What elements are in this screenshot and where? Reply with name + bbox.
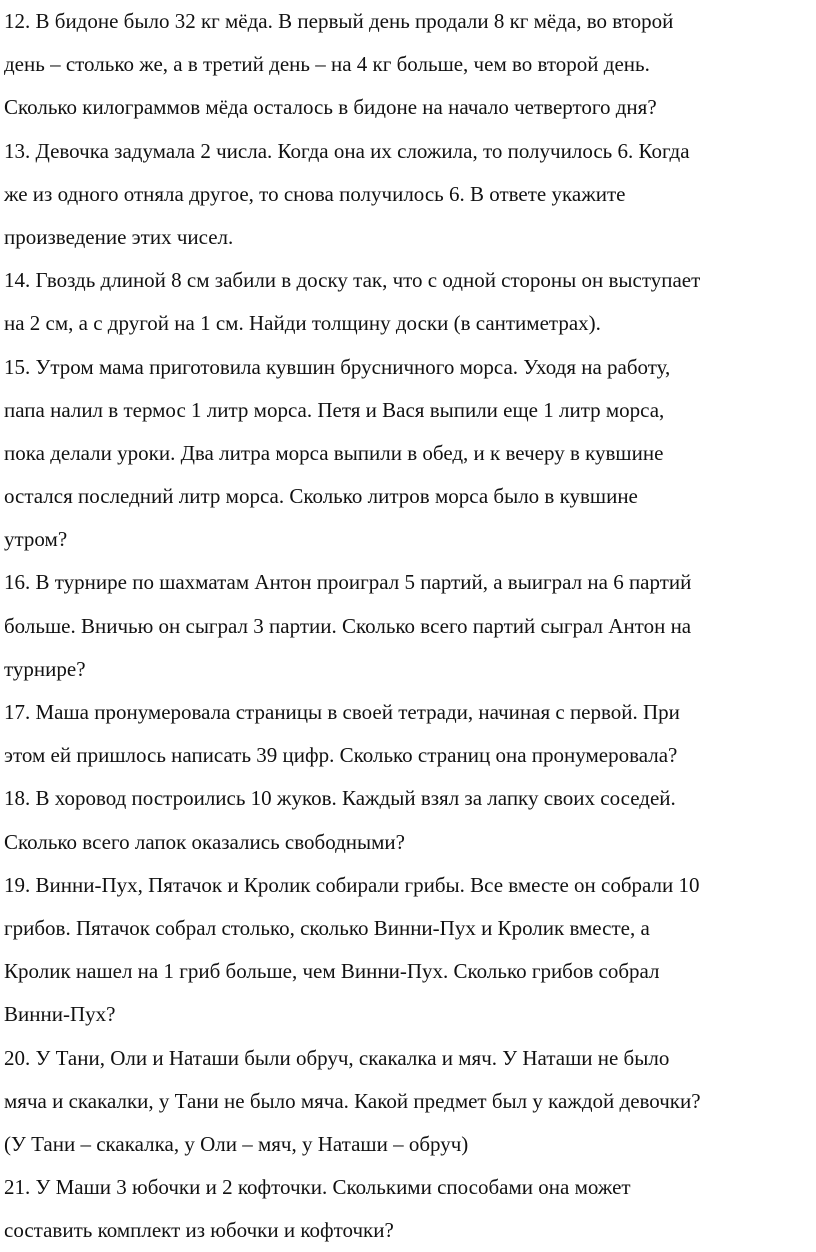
text-line: остался последний литр морса. Сколько литров морса было в кувшине	[4, 484, 638, 509]
text-line: Кролик нашел на 1 гриб больше, чем Винни-Пух. Сколько грибов собрал	[4, 959, 660, 984]
text-line: турнире?	[4, 656, 86, 681]
problem-12	[4, 0, 812, 130]
problem-21	[4, 1166, 812, 1252]
text-line: грибов. Пятачок собрал столько, сколько Винни-Пух и Кролик вместе, а	[4, 915, 650, 940]
text-line: пока делали уроки. Два литра морса выпили в обед, и к вечеру в кувшине	[4, 440, 664, 465]
problem-17	[4, 691, 812, 777]
text-line: (У Тани – скакалка, у Оли – мяч, у Наташи – обруч)	[4, 1131, 469, 1156]
text-line: Сколько всего лапок оказались свободными?	[4, 829, 405, 854]
text-line: 20. У Тани, Оли и Наташи были обруч, скакалка и мяч. У Наташи не было	[4, 1045, 670, 1070]
text-line: произведение этих чисел.	[4, 224, 234, 249]
text-line: папа налил в термос 1 литр морса. Петя и Вася выпили еще 1 литр морса,	[4, 397, 665, 422]
text-line: больше. Вничью он сыграл 3 партии. Сколько всего партий сыграл Антон на	[4, 613, 692, 638]
text-line: утром?	[4, 527, 68, 552]
text-line: же из одного отняла другое, то снова получилось 6. В ответе укажите	[4, 181, 626, 206]
text-line: 16. В турнире по шахматам Антон проиграл 5 партий, а выиграл на 6 партий	[4, 570, 692, 595]
text-line: день – столько же, а в третий день – на 4 кг больше, чем во второй день.	[4, 52, 650, 77]
text-line: 17. Маша пронумеровала страницы в своей тетради, начиная с первой. При	[4, 700, 680, 724]
text-line: 15. Утром мама приготовила кувшин брусничного морса. Уходя на работу,	[4, 354, 671, 379]
problem-13	[4, 130, 812, 260]
text-line: Винни-Пух?	[4, 1002, 116, 1027]
text-line: 18. В хоровод построились 10 жуков. Каждый взял за лапку своих соседей.	[4, 786, 676, 811]
document-page	[4, 0, 812, 1252]
problem-14	[4, 259, 812, 345]
text-line: составить комплект из юбочки и кофточки?	[4, 1218, 394, 1243]
text-line: Сколько килограммов мёда осталось в бидоне на начало четвертого дня?	[4, 95, 657, 120]
problem-16	[4, 561, 812, 691]
text-line: 12. В бидоне было 32 кг мёда. В первый день продали 8 кг мёда, во второй	[4, 9, 674, 33]
problem-15	[4, 346, 812, 562]
text-line: на 2 см, а с другой на 1 см. Найди толщину доски (в сантиметрах).	[4, 311, 601, 336]
problem-20	[4, 1037, 812, 1167]
text-line: этом ей пришлось написать 39 цифр. Сколько страниц она пронумеровала?	[4, 743, 678, 768]
text-line: 14. Гвоздь длиной 8 см забили в доску так, что с одной стороны он выступает	[4, 268, 701, 293]
text-line: 21. У Маши 3 юбочки и 2 кофточки. Сколькими способами она может	[4, 1175, 631, 1200]
problem-18	[4, 777, 812, 863]
problem-19	[4, 864, 812, 1037]
text-line: 13. Девочка задумала 2 числа. Когда она их сложила, то получилось 6. Когда	[4, 138, 690, 163]
text-line: мяча и скакалки, у Тани не было мяча. Какой предмет был у каждой девочки?	[4, 1088, 701, 1113]
text-line: 19. Винни-Пух, Пятачок и Кролик собирали грибы. Все вместе он собрали 10	[4, 872, 700, 897]
